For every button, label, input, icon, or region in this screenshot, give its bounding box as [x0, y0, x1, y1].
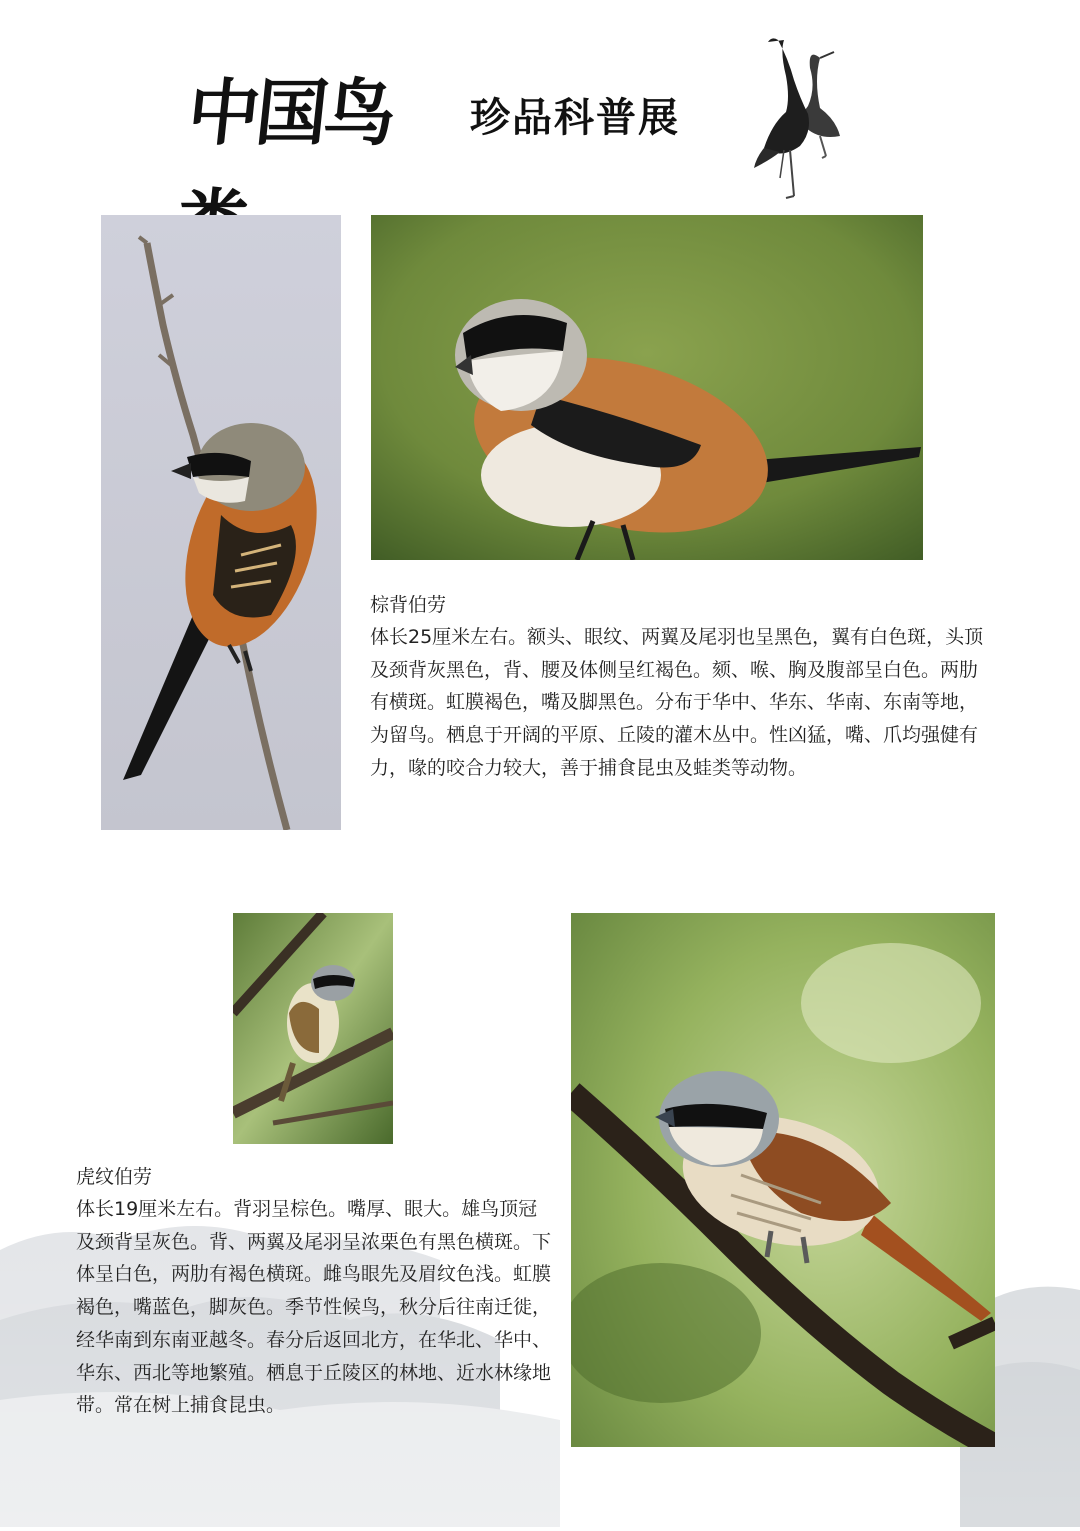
page-title: 中国鸟类 [183, 70, 397, 155]
species-block-tiger-shrike [76, 1161, 556, 1422]
page-subtitle: 珍品科普展 [470, 94, 680, 141]
tiger-shrike-photo-large [571, 913, 995, 1447]
tiger-shrike-photo-small [233, 913, 393, 1144]
species-description: 体长25厘米左右。额头、眼纹、两翼及尾羽也呈黑色，翼有白色斑，头顶及颈背灰黑色，背、腰及体侧呈红褐色。颏、喉、胸及腹部呈白色。两肋有横斑。虹膜褐色，嘴及脚黑色。分布于华中、华东、华南、东南等地，为留鸟。栖息于开阔的平原、丘陵的灌木丛中。性凶猛，嘴、爪均强健有力，喙的咬合力较大，善于捕食昆虫及蛙类等动物。 [370, 626, 984, 779]
long-tailed-shrike-photo-perched [101, 215, 341, 830]
species-name: 棕背伯劳 [370, 594, 447, 616]
long-tailed-shrike-photo-profile [371, 215, 923, 560]
species-description: 体长19厘米左右。背羽呈棕色。嘴厚、眼大。雄鸟顶冠及颈背呈灰色。背、两翼及尾羽呈浓栗色有黑色横斑。下体呈白色，两肋有褐色横斑。雌鸟眼先及眉纹色浅。虹膜褐色，嘴蓝色，脚灰色。季节性候鸟，秋分后往南迁徙，经华南到东南亚越冬。春分后返回北方，在华北、华中、华东、西北等地繁殖。栖息于丘陵区的林地、近水林缘地带。常在树上捕食昆虫。 [76, 1198, 552, 1417]
crane-illustration-icon [750, 28, 860, 200]
species-name: 虎纹伯劳 [76, 1166, 153, 1188]
species-block-long-tailed-shrike [370, 589, 995, 785]
